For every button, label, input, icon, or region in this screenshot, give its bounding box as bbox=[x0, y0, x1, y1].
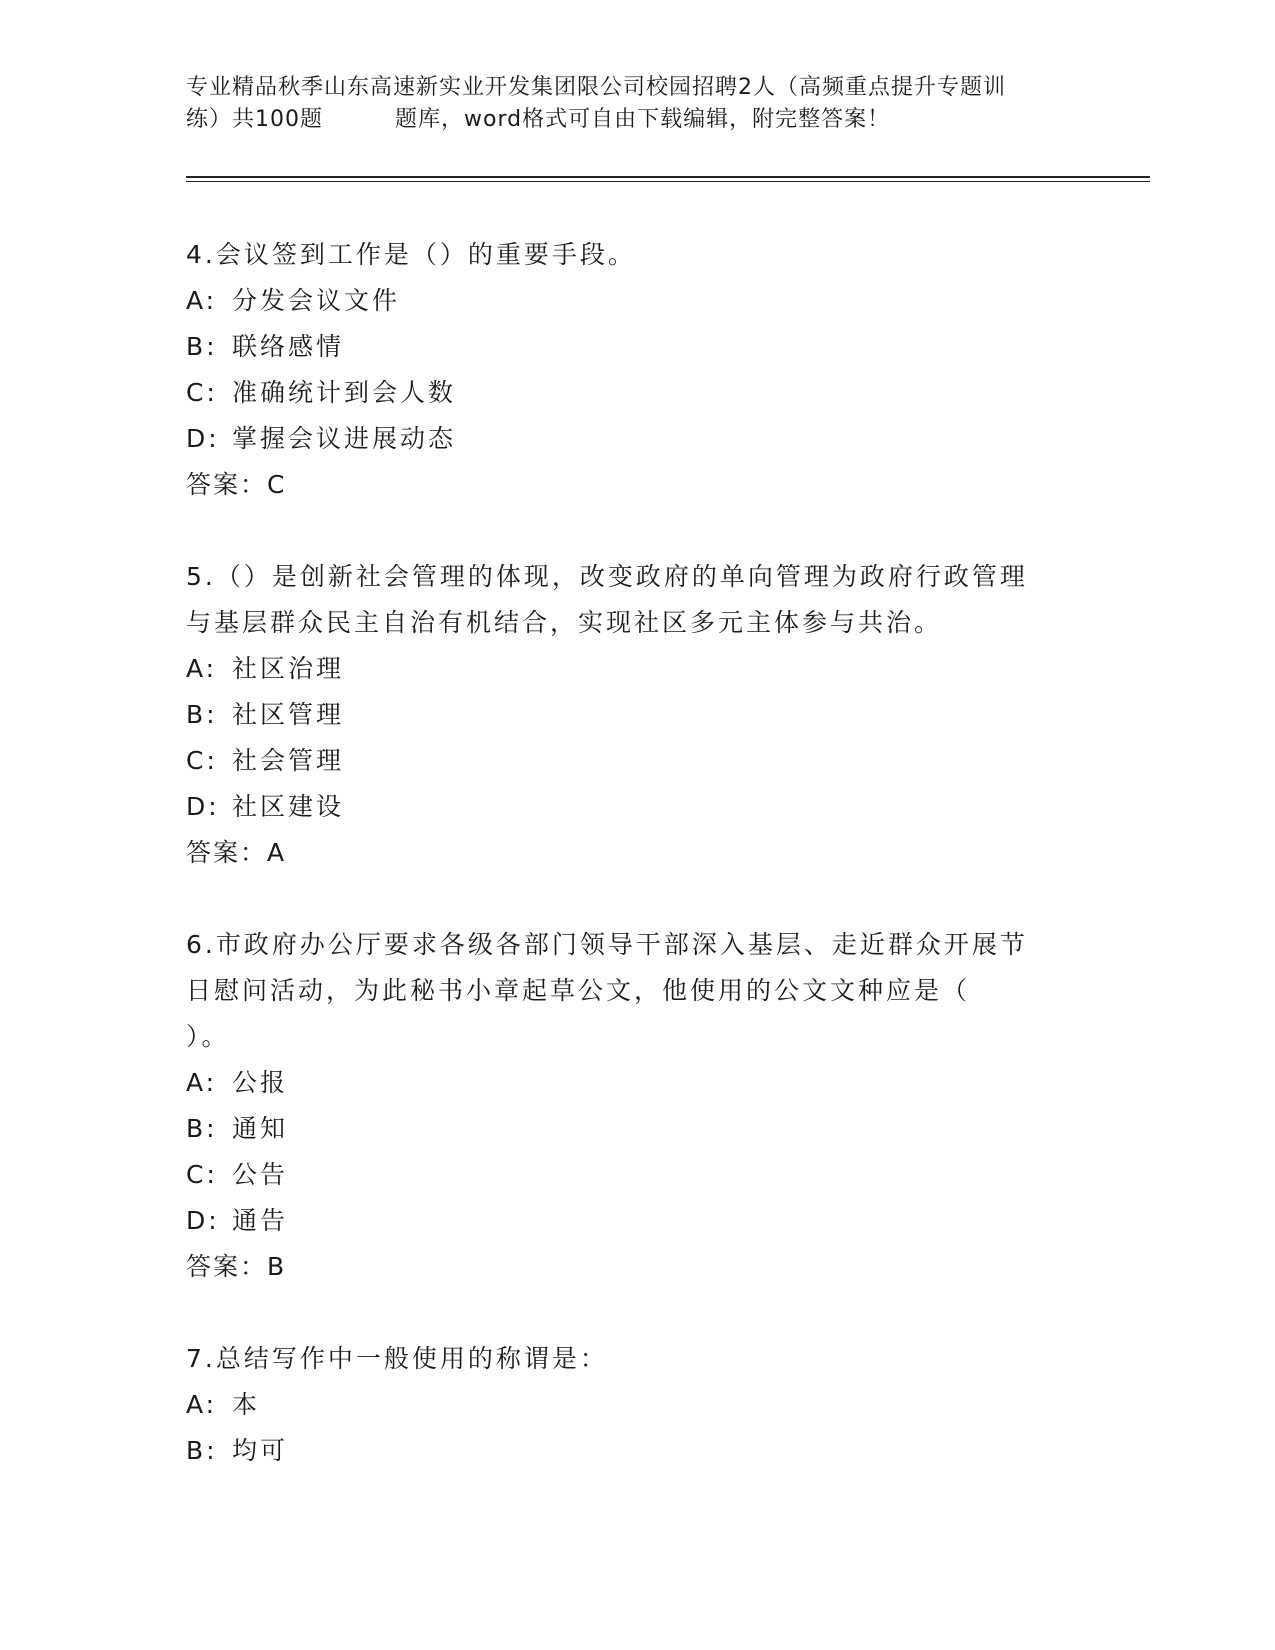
option-text: 掌握会议进展动态 bbox=[232, 424, 457, 453]
option-key: C: bbox=[186, 378, 218, 407]
document-header bbox=[186, 72, 1086, 136]
option-key: C: bbox=[186, 746, 218, 775]
question-item bbox=[186, 922, 1086, 1290]
option-key: A: bbox=[186, 286, 218, 315]
option-key: B: bbox=[186, 700, 218, 729]
question-item bbox=[186, 232, 1086, 508]
option-text: 准确统计到会人数 bbox=[232, 378, 457, 407]
option-b bbox=[186, 1428, 1086, 1474]
option-text: 公报 bbox=[232, 1068, 289, 1097]
question-spacer bbox=[186, 1290, 1086, 1336]
option-a bbox=[186, 646, 1086, 692]
option-text: 分发会议文件 bbox=[232, 286, 401, 315]
option-c bbox=[186, 370, 1086, 416]
question-item bbox=[186, 1336, 1086, 1474]
option-key: A: bbox=[186, 1390, 218, 1419]
option-text: 通知 bbox=[232, 1114, 289, 1143]
option-key: C: bbox=[186, 1160, 218, 1189]
question-item bbox=[186, 554, 1086, 876]
option-text: 公告 bbox=[232, 1160, 289, 1189]
option-c bbox=[186, 1152, 1086, 1198]
option-key: A: bbox=[186, 654, 218, 683]
option-a bbox=[186, 1060, 1086, 1106]
option-a bbox=[186, 278, 1086, 324]
option-text: 社区治理 bbox=[232, 654, 345, 683]
header-title-line-2-part-2: 题库，word格式可自由下载编辑，附完整答案！ bbox=[395, 107, 891, 132]
option-text: 本 bbox=[232, 1390, 261, 1419]
option-b bbox=[186, 1106, 1086, 1152]
question-stem: 4.会议签到工作是（）的重要手段。 bbox=[186, 240, 636, 269]
option-key: B: bbox=[186, 1436, 218, 1465]
option-key: D: bbox=[186, 792, 220, 821]
question-stem: 7.总结写作中一般使用的称谓是： bbox=[186, 1344, 608, 1373]
question-spacer bbox=[186, 508, 1086, 554]
option-text: 均可 bbox=[232, 1436, 289, 1465]
option-text: 社会管理 bbox=[232, 746, 345, 775]
question-stem: ）。 bbox=[186, 1022, 230, 1051]
option-c bbox=[186, 738, 1086, 784]
answer-line: 答案：A bbox=[186, 838, 287, 867]
option-b bbox=[186, 324, 1086, 370]
option-key: B: bbox=[186, 1114, 218, 1143]
option-key: D: bbox=[186, 424, 220, 453]
option-text: 社区建设 bbox=[232, 792, 345, 821]
question-stem: 6.市政府办公厅要求各级各部门领导干部深入基层、走近群众开展节 bbox=[186, 930, 1028, 959]
option-d bbox=[186, 784, 1086, 830]
option-key: B: bbox=[186, 332, 218, 361]
option-d bbox=[186, 416, 1086, 462]
question-stem: 日慰问活动，为此秘书小章起草公文，他使用的公文文种应是（ bbox=[186, 976, 971, 1005]
option-key: D: bbox=[186, 1206, 220, 1235]
header-title-line-2-part-1: 练）共100题 bbox=[186, 107, 323, 132]
header-rule-thin bbox=[186, 181, 1150, 182]
question-stem: 5.（）是创新社会管理的体现，改变政府的单向管理为政府行政管理 bbox=[186, 562, 1028, 591]
option-b bbox=[186, 692, 1086, 738]
question-list bbox=[186, 232, 1086, 1474]
option-d bbox=[186, 1198, 1086, 1244]
option-text: 通告 bbox=[232, 1206, 289, 1235]
header-rule-thick bbox=[186, 176, 1150, 178]
question-spacer bbox=[186, 876, 1086, 922]
answer-line: 答案：C bbox=[186, 470, 287, 499]
option-a bbox=[186, 1382, 1086, 1428]
answer-line: 答案：B bbox=[186, 1252, 287, 1281]
question-stem: 与基层群众民主自治有机结合，实现社区多元主体参与共治。 bbox=[186, 608, 943, 637]
option-text: 联络感情 bbox=[232, 332, 345, 361]
option-key: A: bbox=[186, 1068, 218, 1097]
option-text: 社区管理 bbox=[232, 700, 345, 729]
header-title-line-2 bbox=[186, 104, 1086, 136]
header-title-line-1: 专业精品秋季山东高速新实业开发集团限公司校园招聘2人（高频重点提升专题训 bbox=[186, 75, 1006, 100]
